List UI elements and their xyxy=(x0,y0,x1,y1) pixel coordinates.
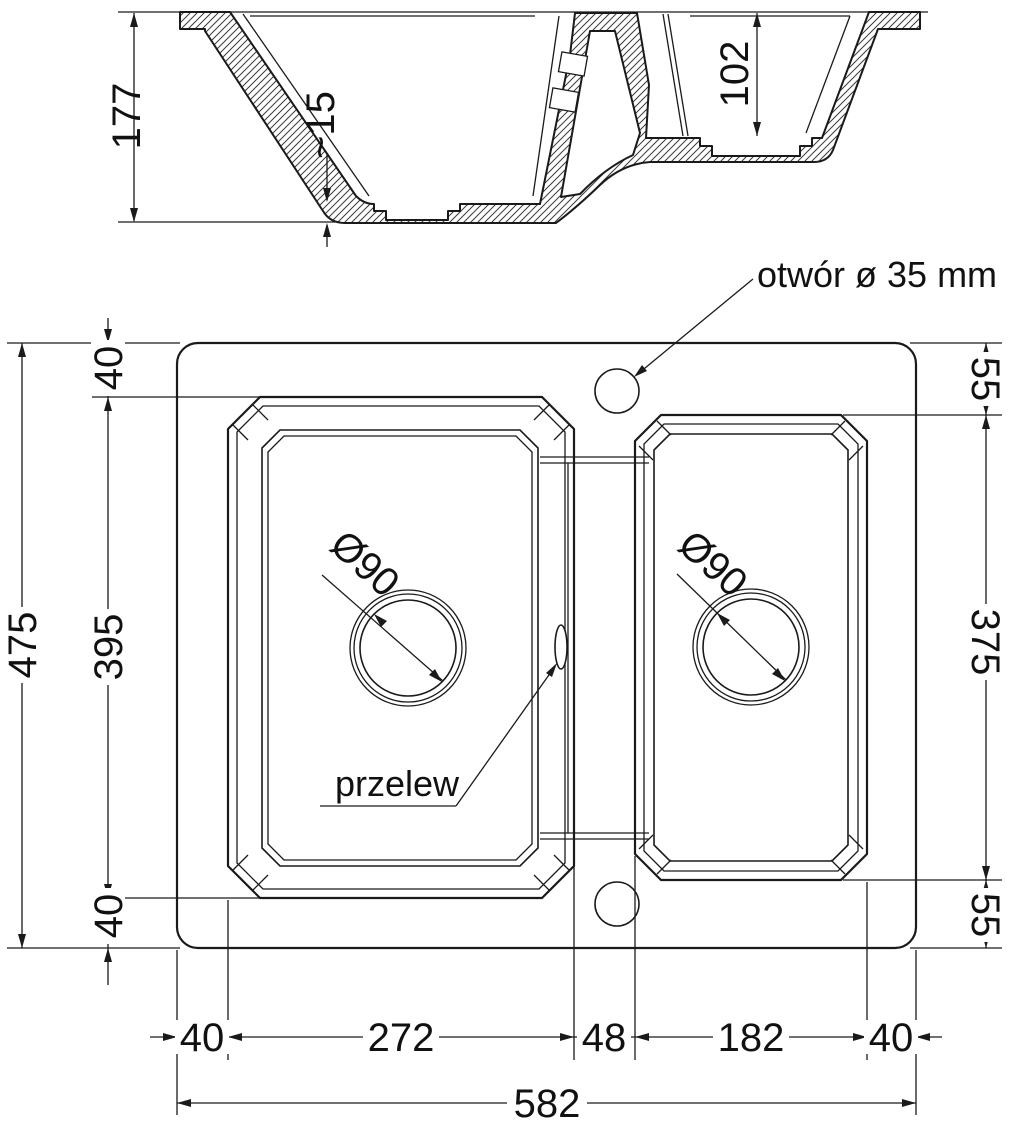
backwall-edge-right-bowl-a xyxy=(663,14,683,136)
tap-hole-label: otwór ø 35 mm xyxy=(757,254,998,295)
left-dimension-column xyxy=(1,318,131,985)
left-bowl-mid-rim xyxy=(237,406,565,889)
left-drain-diameter-text: Ø90 xyxy=(321,522,408,606)
left-bowl-outer-rim xyxy=(228,397,574,898)
right-basin-corner-ticks xyxy=(639,421,863,874)
right-dimension-column xyxy=(963,343,1007,948)
dim-bottom-margin-right-text: 55 xyxy=(963,892,1007,938)
right-drain-diameter-text: Ø90 xyxy=(669,522,756,606)
dim-102-text: 102 xyxy=(713,40,757,108)
left-bowl-corner-ticks xyxy=(232,404,570,891)
cross-section-view xyxy=(105,12,928,247)
overflow-label: przelew xyxy=(335,763,460,804)
dim-top-margin-right-text: 55 xyxy=(963,356,1007,402)
dim-left-margin-text: 40 xyxy=(179,1016,225,1060)
dim-15-text: ~15 xyxy=(299,91,343,159)
dim-bottom-margin-left-text: 40 xyxy=(87,893,131,939)
dim-top-margin-left-text: 40 xyxy=(87,345,131,391)
overflow-hole xyxy=(555,625,567,669)
right-basin-outer-rim xyxy=(635,415,867,880)
dim-basin-width-text: 182 xyxy=(717,1016,785,1060)
tap-hole-bottom xyxy=(595,882,639,926)
tap-hole-top xyxy=(595,369,639,413)
section-material-profile xyxy=(180,12,920,223)
bottom-dimension-rows xyxy=(150,1016,942,1126)
dim-overall-depth-text: 475 xyxy=(1,611,45,679)
overflow-gap-upper xyxy=(558,52,587,76)
dim-small-bowl-depth xyxy=(713,13,761,136)
left-drain xyxy=(322,522,466,706)
dim-total-depth xyxy=(105,13,149,222)
plan-view xyxy=(1,254,1007,1126)
dim-177-text: 177 xyxy=(105,82,149,150)
right-basin-mid-rim xyxy=(644,424,858,871)
right-basin-inner-rim xyxy=(654,434,848,861)
tap-hole-callout xyxy=(634,254,997,377)
dim-overall-width-text: 582 xyxy=(513,1082,581,1126)
dim-right-margin-text: 40 xyxy=(868,1016,914,1060)
dim-basin-length-text: 375 xyxy=(963,608,1007,676)
overflow-gap-lower xyxy=(549,88,578,112)
dim-bowl-length-text: 395 xyxy=(87,613,131,681)
backwall-edge-right-bowl-b xyxy=(668,14,688,136)
dim-bowl-width-text: 272 xyxy=(367,1016,435,1060)
dim-divider-width-text: 48 xyxy=(581,1016,627,1060)
right-drain xyxy=(670,522,809,705)
